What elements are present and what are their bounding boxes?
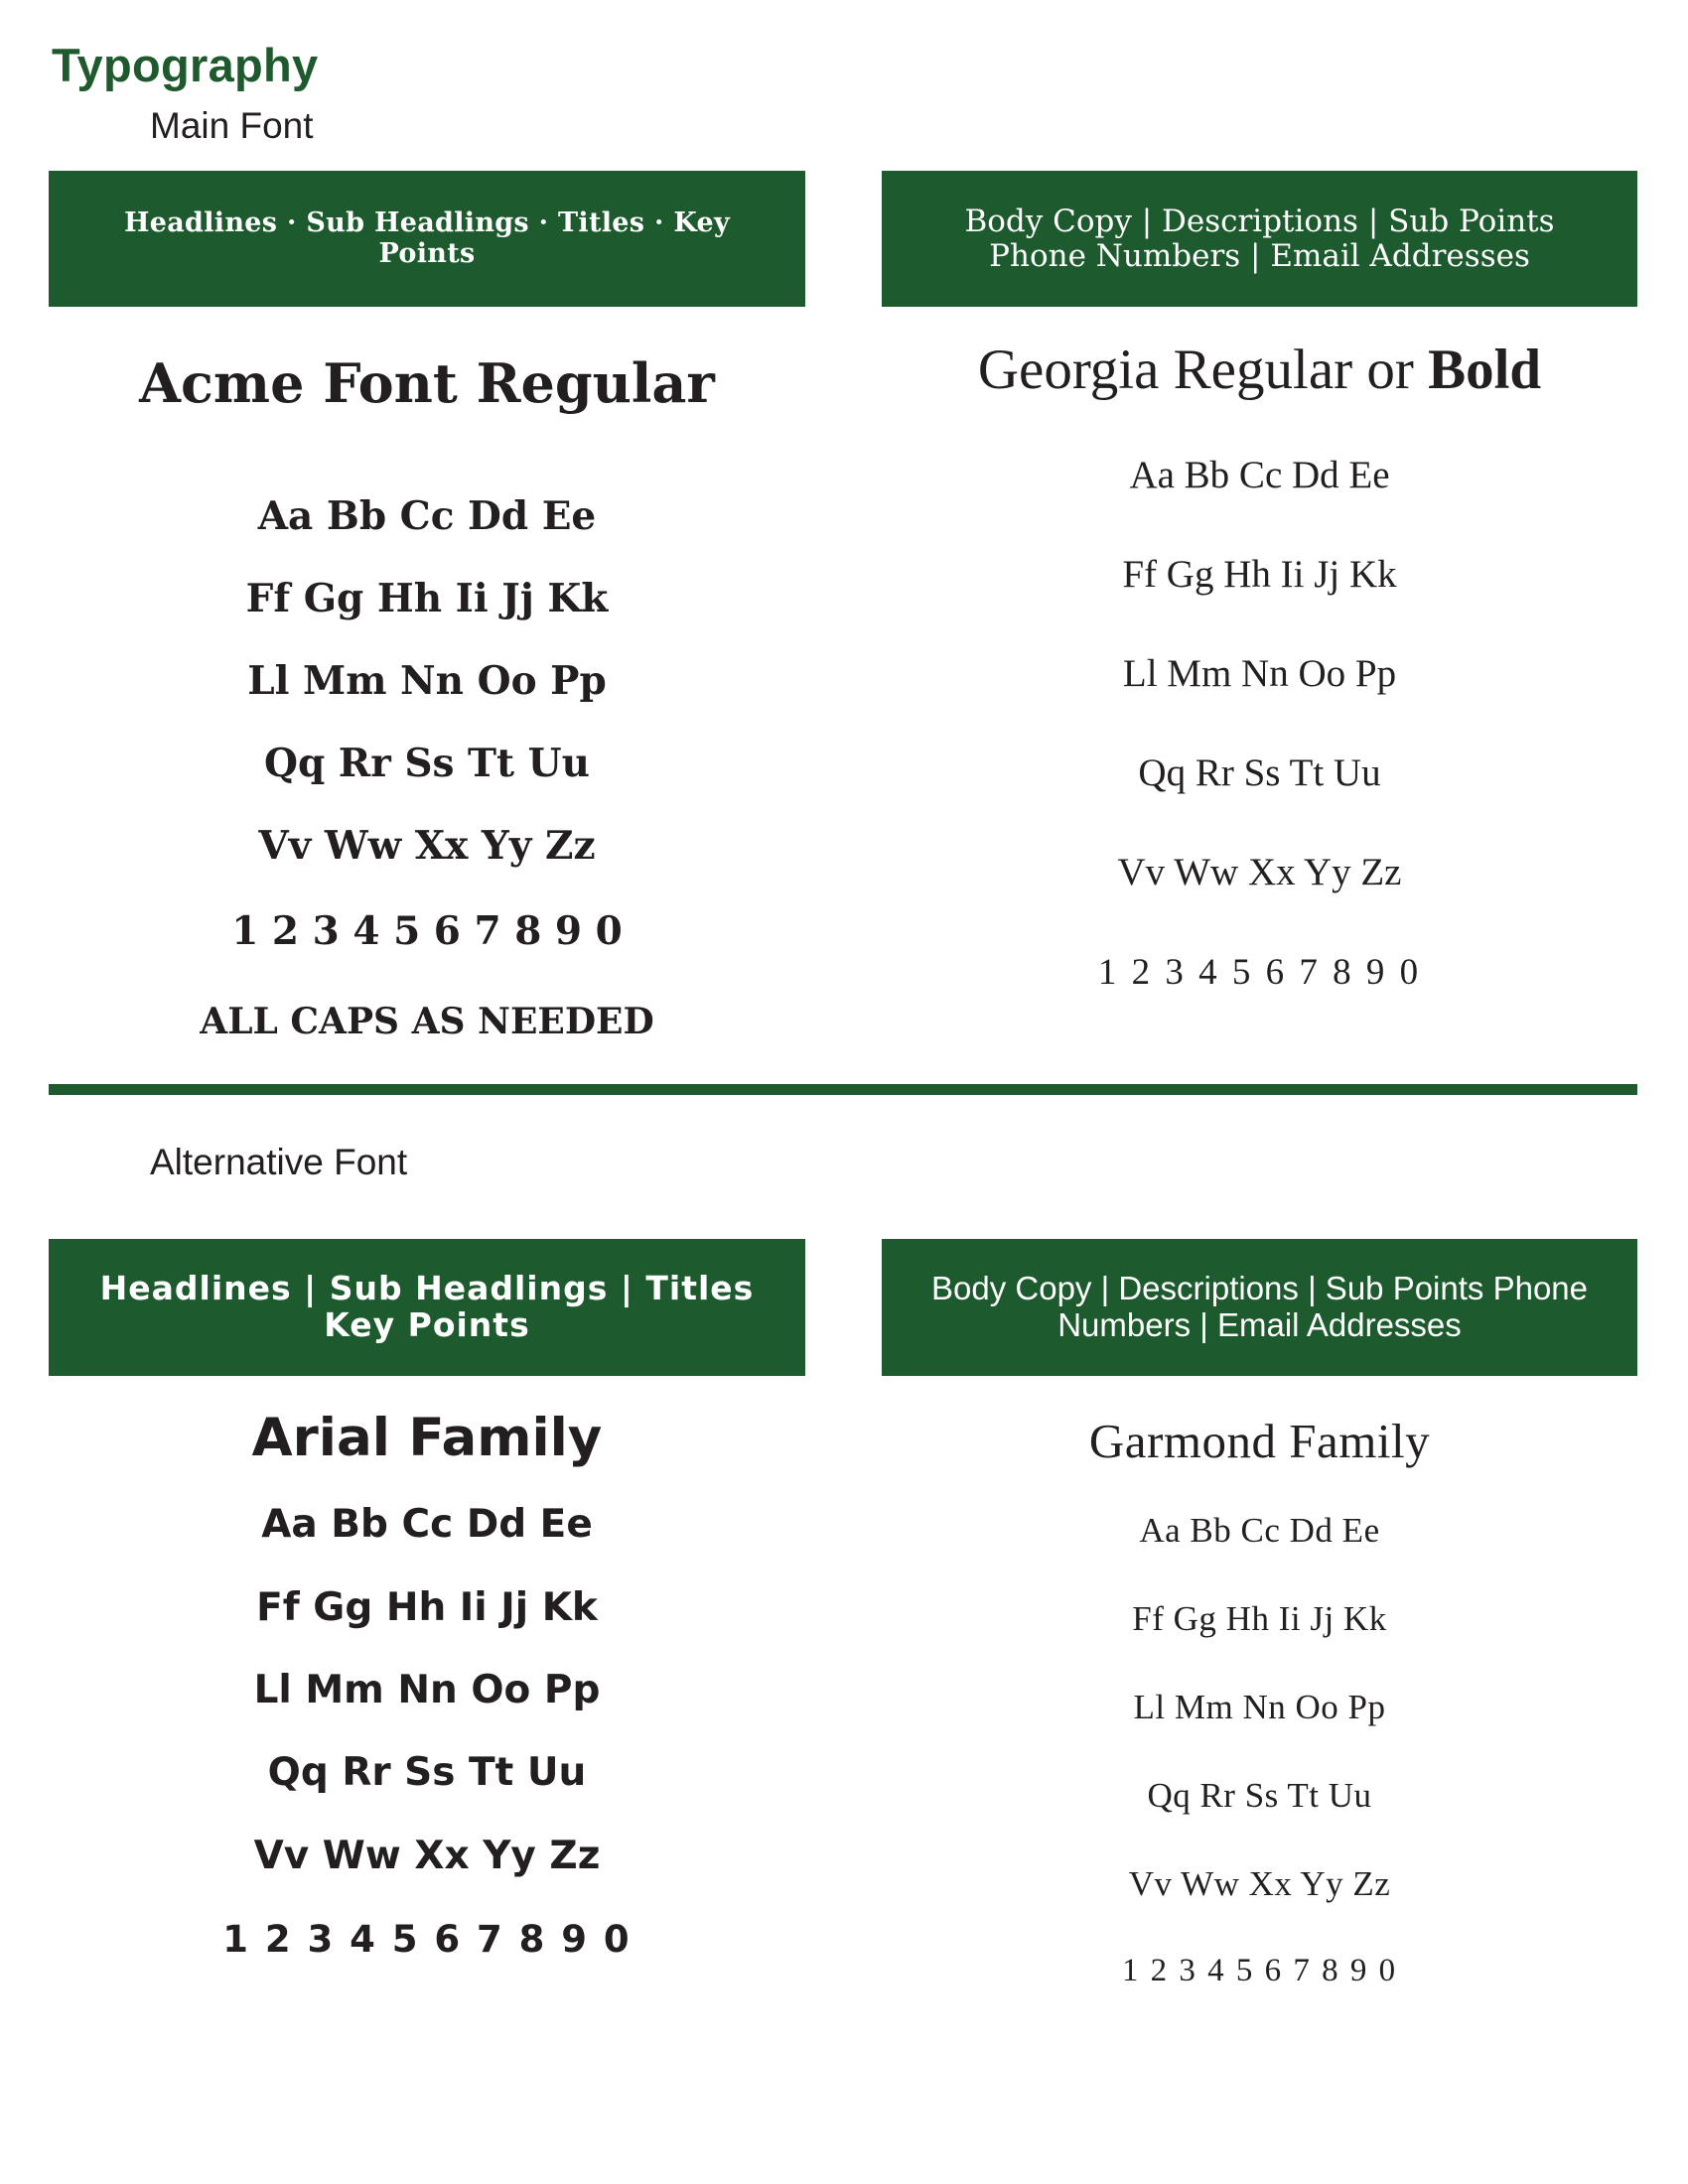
alt-right-specimen [882,0,1637,2184]
garamond-line: Ll Mm Nn Oo Pp [1133,1688,1386,1726]
acme-line: 1 2 3 4 5 6 7 8 9 0 [231,908,623,954]
georgia-line: 1 2 3 4 5 6 7 8 9 0 [1097,952,1422,993]
acme-line: Vv Ww Xx Yy Zz [258,823,596,869]
georgia-line: Ff Gg Hh Ii Jj Kk [1122,553,1397,596]
georgia-line: Vv Ww Xx Yy Zz [1117,851,1402,893]
garamond-line: Vv Ww Xx Yy Zz [1128,1864,1391,1903]
main-right-band-text: Body Copy | Descriptions | Sub Points Phone Numbers | Email Addresses [964,203,1555,274]
garamond-line: Qq Rr Ss Tt Uu [1147,1776,1372,1815]
acme-line: Ll Mm Nn Oo Pp [247,658,607,704]
garamond-line: Ff Gg Hh Ii Jj Kk [1132,1599,1387,1638]
alt-left-specimen [49,0,805,2184]
garamond-line: Aa Bb Cc Dd Ee [1139,1511,1380,1550]
arial-line: Vv Ww Xx Yy Zz [253,1834,601,1878]
garamond-heading: Garmond Family [1088,1414,1431,1468]
georgia-line: Ll Mm Nn Oo Pp [1122,652,1397,695]
acme-line: Aa Bb Cc Dd Ee [257,493,597,539]
garamond-line: 1 2 3 4 5 6 7 8 9 0 [1121,1953,1398,1988]
arial-heading: Arial Family [251,1408,603,1468]
arial-line: 1 2 3 4 5 6 7 8 9 0 [222,1918,632,1961]
alt-left-band-text: Headlines | Sub Headlings | Titles Key Points [99,1269,755,1344]
main-font-label: Main Font [150,105,314,146]
georgia-line: Qq Rr Ss Tt Uu [1138,751,1381,794]
page-title: Typography [52,39,319,91]
georgia-heading-regular: Georgia Regular or [977,339,1429,401]
main-left-band-text: Headlines · Sub Headlings · Titles · Key Points [123,207,731,269]
arial-line: Qq Rr Ss Tt Uu [267,1750,587,1795]
acme-line: Qq Rr Ss Tt Uu [263,741,591,786]
acme-heading: Acme Font Regular [139,351,715,415]
arial-line: Ff Gg Hh Ii Jj Kk [256,1585,598,1630]
arial-line: Ll Mm Nn Oo Pp [253,1668,601,1712]
arial-line: Aa Bb Cc Dd Ee [261,1502,593,1547]
georgia-line: Aa Bb Cc Dd Ee [1129,454,1390,496]
alt-right-band-text: Body Copy | Descriptions | Sub Points Phone Numbers | Email Addresses [931,1270,1588,1343]
alt-font-label: Alternative Font [150,1142,408,1182]
acme-line: Ff Gg Hh Ii Jj Kk [245,576,609,621]
georgia-heading-bold: Bold [1428,339,1542,401]
acme-line: ALL CAPS AS NEEDED [200,1001,654,1042]
